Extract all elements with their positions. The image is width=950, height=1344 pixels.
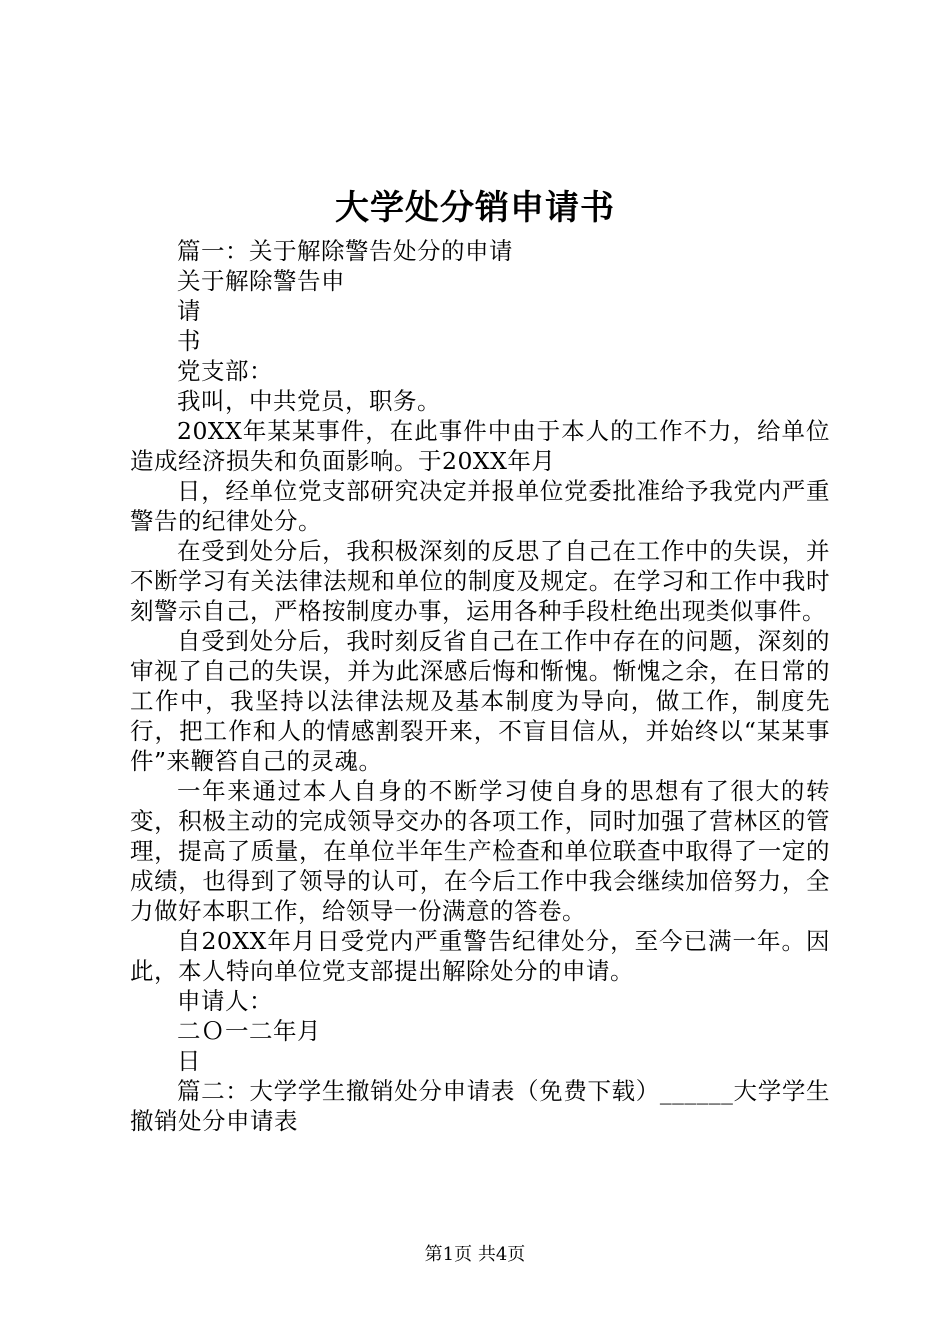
paragraph: 一年来通过本人自身的不断学习使自身的思想有了很大的转变，积极主动的完成领导交办的各项工作，同时加强了营林区的管理，提高了质量，在单位半年生产检查和单位联查中取得了一定的成绩，也得到了领导的认可，在今后工作中我会继续加倍努力，全力做好本职工作，给领导一份满意的答卷。 [130, 777, 830, 925]
paragraph: 我叫，中共党员，职务。 [177, 387, 441, 415]
paragraph: 篇二：大学学生撤销处分申请表（免费下载）______大学学生撤销处分申请表 [130, 1077, 830, 1135]
paragraph: 请 [177, 297, 201, 325]
document-title: 大学处分销申请书 [335, 188, 615, 228]
paragraph: 日，经单位党支部研究决定并报单位党委批准给予我党内严重警告的纪律处分。 [130, 477, 830, 535]
paragraph: 日 [177, 1047, 201, 1075]
paragraph: 书 [177, 327, 201, 355]
paragraph: 篇一：关于解除警告处分的申请 [177, 237, 513, 265]
paragraph: 二Ｏ一二年月 [177, 1017, 321, 1045]
paragraph: 自20XX年月日受党内严重警告纪律处分，至今已满一年。因此，本人特向单位党支部提出解除处分的申请。 [130, 927, 830, 985]
paragraph: 自受到处分后，我时刻反省自己在工作中存在的问题，深刻的审视了自己的失误，并为此深感后悔和惭愧。惭愧之余，在日常的工作中，我坚持以法律法规及基本制度为导向，做工作，制度先行，把工作和人的情感割裂开来，不盲目信从，并始终以“某某事件”来鞭笞自己的灵魂。 [130, 627, 830, 775]
document-body [130, 236, 830, 1136]
paragraph: 在受到处分后，我积极深刻的反思了自己在工作中的失误，并不断学习有关法律法规和单位的制度及规定。在学习和工作中我时刻警示自己，严格按制度办事，运用各种手段杜绝出现类似事件。 [130, 537, 830, 625]
page-footer: 第1页 共4页 [424, 1244, 526, 1265]
paragraph: 20XX年某某事件，在此事件中由于本人的工作不力，给单位造成经济损失和负面影响。于20XX年月 [130, 417, 830, 475]
paragraph: 党支部： [177, 357, 273, 385]
paragraph: 申请人： [177, 987, 273, 1015]
paragraph: 关于解除警告申 [177, 267, 345, 295]
